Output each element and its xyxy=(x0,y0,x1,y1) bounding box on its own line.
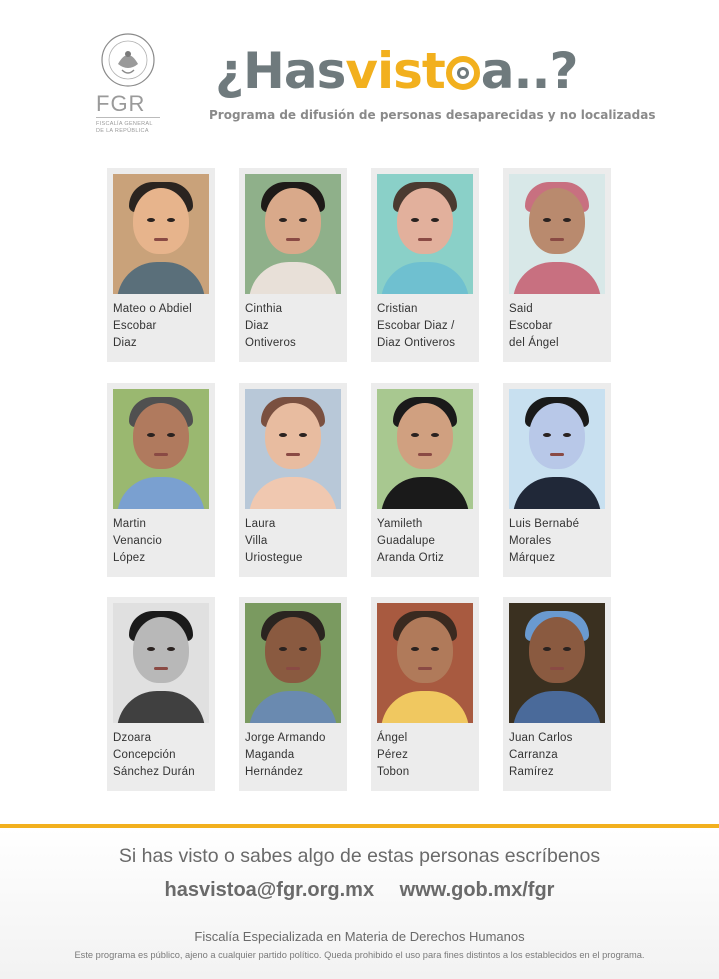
person-name xyxy=(509,516,609,567)
person-name xyxy=(509,301,609,352)
person-name-line: Ángel xyxy=(377,732,408,744)
person-name-line: Ramírez xyxy=(509,766,554,778)
title-a: a..? xyxy=(480,42,578,100)
person-photo xyxy=(113,389,209,509)
person-name-line: Escobar Diaz / xyxy=(377,320,455,332)
national-seal-icon xyxy=(100,32,156,88)
footer-fiscalia: Fiscalía Especializada en Materia de Derechos Humanos xyxy=(194,929,525,944)
person-name-line: Morales xyxy=(509,535,552,547)
person-photo xyxy=(245,389,341,509)
person-name-line: Ontiveros xyxy=(245,337,297,349)
person-photo xyxy=(113,174,209,294)
footer-divider xyxy=(0,824,719,828)
footer-call-to-action: Si has visto o sabes algo de estas personas escríbenos xyxy=(118,845,601,867)
person-photo xyxy=(509,389,605,509)
person-name-line: Venancio xyxy=(113,535,162,547)
person-photo xyxy=(377,174,473,294)
person-card xyxy=(239,383,347,577)
email-link[interactable]: hasvistoa@fgr.org.mx xyxy=(164,879,375,901)
person-name xyxy=(245,301,345,352)
person-name-line: Mateo o Abdiel xyxy=(113,303,192,315)
person-name-line: Aranda Ortiz xyxy=(377,552,444,564)
title-question-mark: ¿ xyxy=(215,42,244,100)
footer-contact xyxy=(0,879,719,902)
person-name-line: López xyxy=(113,552,146,564)
person-card xyxy=(503,597,611,791)
person-name-line: Luis Bernabé xyxy=(509,518,580,530)
person-card xyxy=(107,168,215,362)
person-name xyxy=(245,730,345,781)
person-name xyxy=(245,516,345,567)
program-subtitle: Programa de difusión de personas desaparecidas y no localizadas xyxy=(209,108,656,122)
person-name-line: Uriostegue xyxy=(245,552,303,564)
person-name-line: Diaz xyxy=(113,337,137,349)
person-card xyxy=(239,168,347,362)
person-name xyxy=(377,516,477,567)
person-photo xyxy=(245,603,341,723)
person-card xyxy=(371,383,479,577)
person-photo xyxy=(509,174,605,294)
person-name xyxy=(377,301,477,352)
eye-icon xyxy=(446,56,480,90)
person-name-line: Hernández xyxy=(245,766,304,778)
person-name xyxy=(113,301,213,352)
person-name-line: Villa xyxy=(245,535,268,547)
person-name xyxy=(113,730,213,781)
person-name-line: Pérez xyxy=(377,749,409,761)
person-photo xyxy=(245,174,341,294)
person-name-line: Concepción xyxy=(113,749,176,761)
person-name-line: Martin xyxy=(113,518,147,530)
person-name-line: Diaz Ontiveros xyxy=(377,337,456,349)
footer-disclaimer: Este programa es público, ajeno a cualquier partido político. Queda prohibido el uso para fines distintos a los establecidos en el programa. xyxy=(74,950,645,960)
title-vist: vist xyxy=(345,42,445,100)
person-name-line: Márquez xyxy=(509,552,556,564)
person-name-line: Yamileth xyxy=(377,518,423,530)
person-name-line: Maganda xyxy=(245,749,295,761)
person-name xyxy=(113,516,213,567)
title-has: Has xyxy=(243,42,346,100)
person-name xyxy=(509,730,609,781)
person-name-line: Escobar xyxy=(113,320,157,332)
person-name-line: Jorge Armando xyxy=(245,732,326,744)
person-photo xyxy=(509,603,605,723)
person-card xyxy=(371,168,479,362)
person-name-line: Laura xyxy=(245,518,276,530)
person-card xyxy=(503,383,611,577)
person-name-line: Carranza xyxy=(509,749,558,761)
person-card xyxy=(107,597,215,791)
person-name-line: Cristian xyxy=(377,303,418,315)
person-name-line: Said xyxy=(509,303,533,315)
person-card xyxy=(107,383,215,577)
program-title xyxy=(215,42,578,100)
person-name-line: Dzoara xyxy=(113,732,152,744)
person-name-line: Guadalupe xyxy=(377,535,436,547)
person-name-line: Escobar xyxy=(509,320,553,332)
person-card xyxy=(503,168,611,362)
person-photo xyxy=(377,603,473,723)
person-name-line: Juan Carlos xyxy=(509,732,573,744)
person-name xyxy=(377,730,477,781)
person-name-line: del Ángel xyxy=(509,337,559,349)
person-card xyxy=(371,597,479,791)
person-name-line: Cinthia xyxy=(245,303,283,315)
person-name-line: Tobon xyxy=(377,766,410,778)
fgr-logo-subtitle: FISCALÍA GENERAL DE LA REPÚBLICA xyxy=(96,121,153,134)
fgr-logo-letters: FGR xyxy=(96,93,160,118)
fgr-logo xyxy=(96,93,160,135)
person-name-line: Diaz xyxy=(245,320,269,332)
person-photo xyxy=(377,389,473,509)
person-name-line: Sánchez Durán xyxy=(113,766,195,778)
website-link[interactable]: www.gob.mx/fgr xyxy=(399,879,555,901)
person-photo xyxy=(113,603,209,723)
person-card xyxy=(239,597,347,791)
